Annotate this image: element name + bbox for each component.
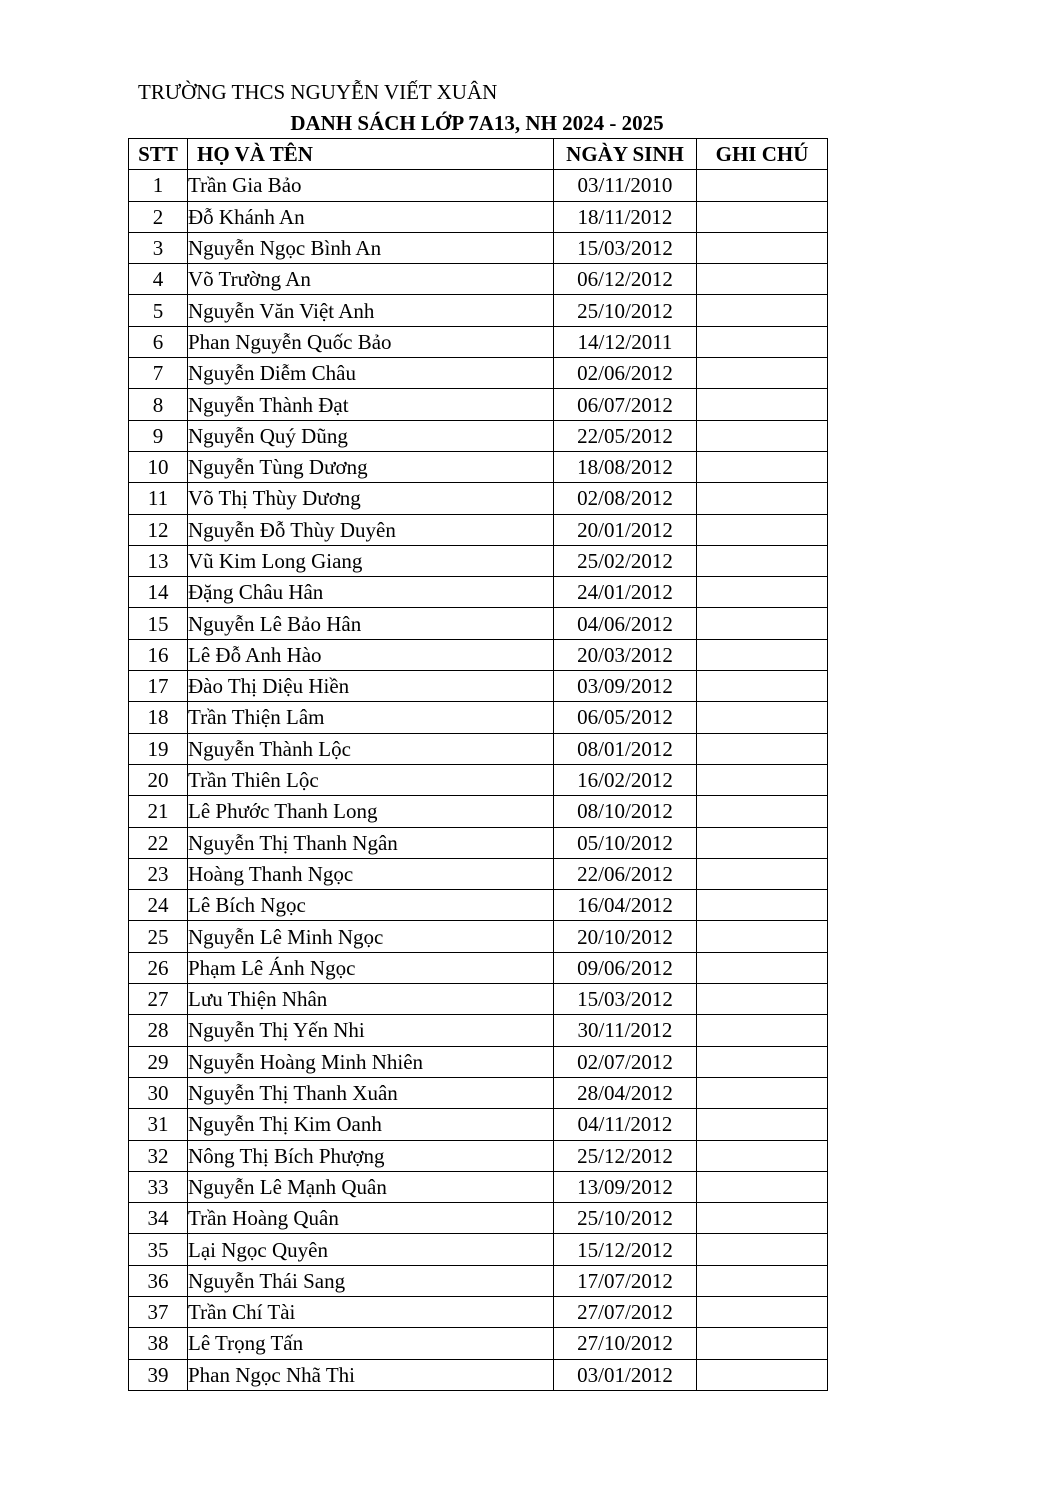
cell-note	[697, 483, 828, 514]
column-header-note: GHI CHÚ	[697, 139, 828, 170]
cell-name: Võ Trường An	[188, 264, 554, 295]
cell-note	[697, 671, 828, 702]
cell-note	[697, 827, 828, 858]
cell-dob: 24/01/2012	[554, 577, 697, 608]
cell-note	[697, 232, 828, 263]
cell-note	[697, 1109, 828, 1140]
table-row	[129, 577, 828, 608]
cell-dob: 25/10/2012	[554, 295, 697, 326]
cell-name: Lưu Thiện Nhân	[188, 984, 554, 1015]
cell-dob: 15/12/2012	[554, 1234, 697, 1265]
cell-name: Phạm Lê Ánh Ngọc	[188, 952, 554, 983]
class-roster-table	[128, 138, 828, 1391]
cell-dob: 22/06/2012	[554, 858, 697, 889]
cell-dob: 27/07/2012	[554, 1296, 697, 1327]
cell-name: Đào Thị Diệu Hiền	[188, 671, 554, 702]
cell-note	[697, 1140, 828, 1171]
cell-name: Nguyễn Lê Bảo Hân	[188, 608, 554, 639]
cell-stt: 11	[129, 483, 188, 514]
cell-dob: 15/03/2012	[554, 984, 697, 1015]
table-row	[129, 639, 828, 670]
cell-name: Nguyễn Thành Lộc	[188, 733, 554, 764]
cell-stt: 33	[129, 1171, 188, 1202]
cell-stt: 35	[129, 1234, 188, 1265]
cell-note	[697, 1359, 828, 1390]
table-row	[129, 858, 828, 889]
cell-note	[697, 358, 828, 389]
table-row	[129, 921, 828, 952]
table-row	[129, 890, 828, 921]
table-row	[129, 389, 828, 420]
cell-name: Nguyễn Quý Dũng	[188, 420, 554, 451]
cell-note	[697, 890, 828, 921]
cell-stt: 7	[129, 358, 188, 389]
cell-note	[697, 170, 828, 201]
table-row	[129, 1203, 828, 1234]
cell-stt: 15	[129, 608, 188, 639]
table-row	[129, 232, 828, 263]
cell-note	[697, 796, 828, 827]
cell-dob: 25/12/2012	[554, 1140, 697, 1171]
cell-stt: 21	[129, 796, 188, 827]
table-row	[129, 702, 828, 733]
cell-name: Võ Thị Thùy Dương	[188, 483, 554, 514]
table-row	[129, 1015, 828, 1046]
table-row	[129, 827, 828, 858]
cell-name: Nguyễn Thành Đạt	[188, 389, 554, 420]
cell-note	[697, 1015, 828, 1046]
cell-stt: 5	[129, 295, 188, 326]
cell-name: Lê Trọng Tấn	[188, 1328, 554, 1359]
cell-name: Trần Chí Tài	[188, 1296, 554, 1327]
cell-name: Nông Thị Bích Phượng	[188, 1140, 554, 1171]
table-row	[129, 1140, 828, 1171]
cell-stt: 19	[129, 733, 188, 764]
cell-name: Lê Bích Ngọc	[188, 890, 554, 921]
cell-note	[697, 733, 828, 764]
table-row	[129, 514, 828, 545]
cell-stt: 22	[129, 827, 188, 858]
cell-stt: 38	[129, 1328, 188, 1359]
cell-name: Nguyễn Hoàng Minh Nhiên	[188, 1046, 554, 1077]
cell-name: Phan Ngọc Nhã Thi	[188, 1359, 554, 1390]
cell-stt: 39	[129, 1359, 188, 1390]
table-row	[129, 1265, 828, 1296]
cell-dob: 16/02/2012	[554, 764, 697, 795]
cell-dob: 03/11/2010	[554, 170, 697, 201]
cell-dob: 02/08/2012	[554, 483, 697, 514]
table-row	[129, 1359, 828, 1390]
cell-dob: 20/03/2012	[554, 639, 697, 670]
cell-note	[697, 764, 828, 795]
column-header-dob: NGÀY SINH	[554, 139, 697, 170]
cell-dob: 04/11/2012	[554, 1109, 697, 1140]
cell-name: Đỗ Khánh An	[188, 201, 554, 232]
table-row	[129, 1328, 828, 1359]
cell-dob: 13/09/2012	[554, 1171, 697, 1202]
cell-note	[697, 1203, 828, 1234]
cell-name: Nguyễn Thị Yến Nhi	[188, 1015, 554, 1046]
cell-note	[697, 451, 828, 482]
cell-dob: 14/12/2011	[554, 326, 697, 357]
table-row	[129, 326, 828, 357]
cell-name: Nguyễn Tùng Dương	[188, 451, 554, 482]
cell-name: Trần Hoàng Quân	[188, 1203, 554, 1234]
cell-stt: 17	[129, 671, 188, 702]
cell-note	[697, 639, 828, 670]
cell-note	[697, 264, 828, 295]
cell-note	[697, 858, 828, 889]
cell-stt: 6	[129, 326, 188, 357]
cell-dob: 15/03/2012	[554, 232, 697, 263]
cell-dob: 04/06/2012	[554, 608, 697, 639]
cell-stt: 26	[129, 952, 188, 983]
cell-name: Lê Đỗ Anh Hào	[188, 639, 554, 670]
cell-note	[697, 984, 828, 1015]
column-header-name: HỌ VÀ TÊN	[188, 139, 554, 170]
cell-note	[697, 1296, 828, 1327]
cell-dob: 17/07/2012	[554, 1265, 697, 1296]
cell-dob: 06/07/2012	[554, 389, 697, 420]
cell-name: Lê Phước Thanh Long	[188, 796, 554, 827]
cell-note	[697, 201, 828, 232]
table-row	[129, 264, 828, 295]
cell-stt: 29	[129, 1046, 188, 1077]
cell-name: Trần Thiên Lộc	[188, 764, 554, 795]
cell-note	[697, 1046, 828, 1077]
cell-note	[697, 952, 828, 983]
table-row	[129, 764, 828, 795]
cell-note	[697, 608, 828, 639]
cell-stt: 32	[129, 1140, 188, 1171]
cell-dob: 20/01/2012	[554, 514, 697, 545]
table-row	[129, 796, 828, 827]
header-row	[129, 139, 828, 170]
cell-dob: 06/05/2012	[554, 702, 697, 733]
cell-stt: 31	[129, 1109, 188, 1140]
cell-note	[697, 1234, 828, 1265]
cell-stt: 12	[129, 514, 188, 545]
table-row	[129, 1171, 828, 1202]
table-row	[129, 420, 828, 451]
cell-note	[697, 577, 828, 608]
cell-stt: 2	[129, 201, 188, 232]
table-row	[129, 952, 828, 983]
cell-stt: 1	[129, 170, 188, 201]
cell-dob: 22/05/2012	[554, 420, 697, 451]
cell-note	[697, 326, 828, 357]
cell-dob: 28/04/2012	[554, 1077, 697, 1108]
cell-name: Vũ Kim Long Giang	[188, 545, 554, 576]
cell-stt: 20	[129, 764, 188, 795]
cell-stt: 37	[129, 1296, 188, 1327]
cell-stt: 34	[129, 1203, 188, 1234]
cell-dob: 08/01/2012	[554, 733, 697, 764]
table-row	[129, 358, 828, 389]
cell-name: Phan Nguyễn Quốc Bảo	[188, 326, 554, 357]
cell-stt: 9	[129, 420, 188, 451]
cell-dob: 20/10/2012	[554, 921, 697, 952]
table-row	[129, 1077, 828, 1108]
cell-dob: 30/11/2012	[554, 1015, 697, 1046]
cell-name: Nguyễn Thị Kim Oanh	[188, 1109, 554, 1140]
cell-note	[697, 295, 828, 326]
document-title: DANH SÁCH LỚP 7A13, NH 2024 - 2025	[290, 111, 664, 135]
cell-name: Hoàng Thanh Ngọc	[188, 858, 554, 889]
table-header	[129, 139, 828, 170]
cell-name: Nguyễn Diễm Châu	[188, 358, 554, 389]
table-row	[129, 984, 828, 1015]
cell-dob: 03/01/2012	[554, 1359, 697, 1390]
table-body	[129, 170, 828, 1391]
cell-dob: 16/04/2012	[554, 890, 697, 921]
column-header-stt: STT	[129, 139, 188, 170]
table-row	[129, 1296, 828, 1327]
table-row	[129, 295, 828, 326]
cell-stt: 27	[129, 984, 188, 1015]
cell-name: Lại Ngọc Quyên	[188, 1234, 554, 1265]
cell-name: Nguyễn Ngọc Bình An	[188, 232, 554, 263]
cell-note	[697, 545, 828, 576]
cell-note	[697, 420, 828, 451]
table-row	[129, 170, 828, 201]
cell-dob: 02/07/2012	[554, 1046, 697, 1077]
cell-note	[697, 1265, 828, 1296]
cell-note	[697, 514, 828, 545]
cell-stt: 13	[129, 545, 188, 576]
table-row	[129, 1234, 828, 1265]
cell-dob: 27/10/2012	[554, 1328, 697, 1359]
cell-note	[697, 921, 828, 952]
cell-name: Nguyễn Thị Thanh Xuân	[188, 1077, 554, 1108]
cell-name: Đặng Châu Hân	[188, 577, 554, 608]
cell-note	[697, 1077, 828, 1108]
cell-stt: 14	[129, 577, 188, 608]
cell-dob: 05/10/2012	[554, 827, 697, 858]
cell-stt: 4	[129, 264, 188, 295]
cell-note	[697, 702, 828, 733]
cell-dob: 09/06/2012	[554, 952, 697, 983]
table-row	[129, 608, 828, 639]
cell-stt: 36	[129, 1265, 188, 1296]
cell-dob: 18/08/2012	[554, 451, 697, 482]
cell-stt: 18	[129, 702, 188, 733]
cell-stt: 3	[129, 232, 188, 263]
table-row	[129, 1046, 828, 1077]
cell-stt: 16	[129, 639, 188, 670]
cell-name: Trần Gia Bảo	[188, 170, 554, 201]
cell-dob: 03/09/2012	[554, 671, 697, 702]
table-row	[129, 733, 828, 764]
cell-name: Trần Thiện Lâm	[188, 702, 554, 733]
table-row	[129, 1109, 828, 1140]
table-row	[129, 483, 828, 514]
cell-dob: 06/12/2012	[554, 264, 697, 295]
cell-name: Nguyễn Văn Việt Anh	[188, 295, 554, 326]
cell-dob: 25/02/2012	[554, 545, 697, 576]
table-row	[129, 671, 828, 702]
cell-stt: 23	[129, 858, 188, 889]
cell-name: Nguyễn Thái Sang	[188, 1265, 554, 1296]
cell-stt: 10	[129, 451, 188, 482]
cell-name: Nguyễn Thị Thanh Ngân	[188, 827, 554, 858]
cell-stt: 25	[129, 921, 188, 952]
cell-note	[697, 389, 828, 420]
table-row	[129, 201, 828, 232]
cell-stt: 24	[129, 890, 188, 921]
cell-dob: 25/10/2012	[554, 1203, 697, 1234]
cell-dob: 18/11/2012	[554, 201, 697, 232]
cell-note	[697, 1171, 828, 1202]
cell-name: Nguyễn Lê Mạnh Quân	[188, 1171, 554, 1202]
cell-name: Nguyễn Lê Minh Ngọc	[188, 921, 554, 952]
cell-stt: 8	[129, 389, 188, 420]
cell-dob: 08/10/2012	[554, 796, 697, 827]
cell-stt: 30	[129, 1077, 188, 1108]
table-row	[129, 451, 828, 482]
cell-dob: 02/06/2012	[554, 358, 697, 389]
school-name: TRƯỜNG THCS NGUYỄN VIẾT XUÂN	[138, 80, 498, 104]
cell-stt: 28	[129, 1015, 188, 1046]
table-row	[129, 545, 828, 576]
cell-note	[697, 1328, 828, 1359]
cell-name: Nguyễn Đỗ Thùy Duyên	[188, 514, 554, 545]
